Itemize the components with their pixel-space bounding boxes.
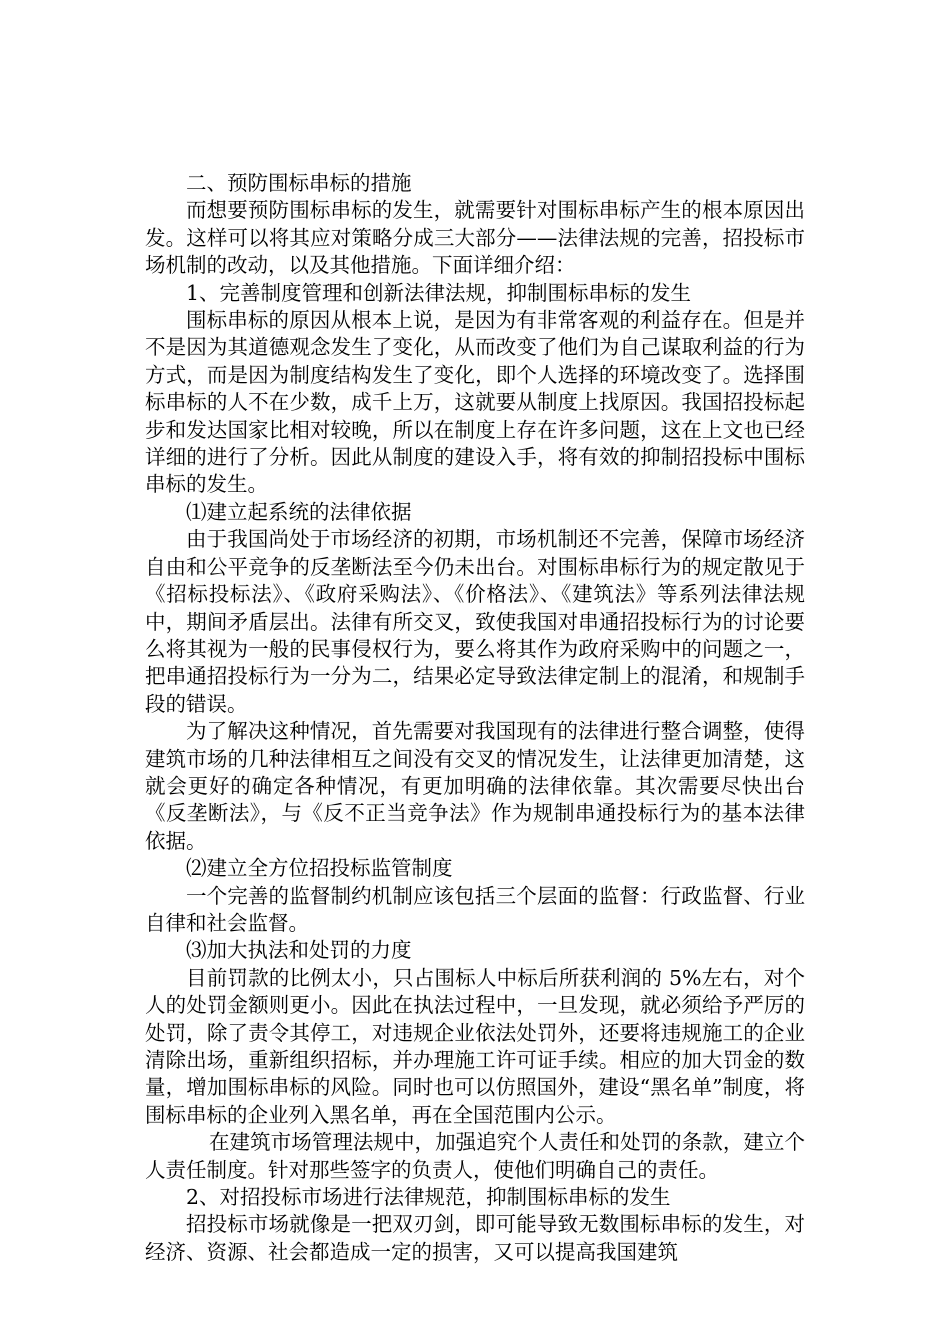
body-paragraph: 在建筑市场管理法规中，加强追究个人责任和处罚的条款，建立个人责任制度。针对那些签字的负责人，使他们明确自己的责任。 <box>145 1130 805 1182</box>
body-paragraph: 而想要预防围标串标的发生，就需要针对围标串标产生的根本原因出发。这样可以将其应对策略分成三大部分——法律法规的完善，招投标市场机制的改动，以及其他措施。下面详细介绍： <box>145 198 805 278</box>
item-heading: ⑵建立全方位招投标监管制度 <box>186 856 453 881</box>
body-paragraph: 围标串标的原因从根本上说，是因为有非常客观的利益存在。但是并不是因为其道德观念发生了变化，从而改变了他们为自己谋取利益的行为方式，而是因为制度结构发生了变化，即个人选择的环境改变了。选择围标串标的人不在少数，成千上万，这就要从制度上找原因。我国招投标起步和发达国家比相对较晚，所以在制度上存在许多问题，这在上文也已经详细的进行了分析。因此从制度的建设入手，将有效的抑制招投标中围标串标的发生。 <box>145 308 805 497</box>
section-heading: 二、预防围标串标的措施 <box>186 171 412 195</box>
body-paragraph: 由于我国尚处于市场经济的初期，市场机制还不完善，保障市场经济自由和公平竞争的反垄断法至今仍未出台。对围标串标行为的规定散见于《招标投标法》、《政府采购法》、《价格法》、《建筑法》等系列法律法规中，期间矛盾层出。法律有所交叉，致使我国对串通招投标行为的讨论要么将其视为一般的民事侵权行为，要么将其作为政府采购中的问题之一，把串通招投标行为一分为二，结果必定导致法律定制上的混淆，和规制手段的错误。 <box>145 527 805 716</box>
subsection-heading: 1、完善制度管理和创新法律法规，抑制围标串标的发生 <box>186 280 692 305</box>
body-paragraph: 为了解决这种情况，首先需要对我国现有的法律进行整合调整，使得建筑市场的几种法律相互之间没有交叉的情况发生，让法律更加清楚，这就会更好的确定各种情况，有更加明确的法律依靠。其次需要尽快出台《反垄断法》，与《反不正当竞争法》作为规制串通投标行为的基本法律依据。 <box>145 719 805 853</box>
body-paragraph: 招投标市场就像是一把双刃剑，即可能导致无数围标串标的发生，对经济、资源、社会都造成一定的损害，又可以提高我国建筑 <box>145 1212 805 1264</box>
body-paragraph: 一个完善的监督制约机制应该包括三个层面的监督：行政监督、行业自律和社会监督。 <box>145 883 805 935</box>
document-body <box>145 170 805 1266</box>
body-paragraph: 目前罚款的比例太小，只占围标人中标后所获利润的 5%左右，对个人的处罚金额则更小。因此在执法过程中，一旦发现，就必须给予严厉的处罚，除了责令其停工，对违规企业依法处罚外，还要将违规施工的企业清除出场，重新组织招标，并办理施工许可证手续。相应的加大罚金的数量，增加围标串标的风险。同时也可以仿照国外，建设“黑名单”制度，将围标串标的企业列入黑名单，再在全国范围内公示。 <box>145 965 805 1127</box>
item-heading: ⑶加大执法和处罚的力度 <box>186 938 412 963</box>
item-heading: ⑴建立起系统的法律依据 <box>186 499 412 524</box>
subsection-heading: 2、对招投标市场进行法律规范，抑制围标串标的发生 <box>186 1185 671 1210</box>
